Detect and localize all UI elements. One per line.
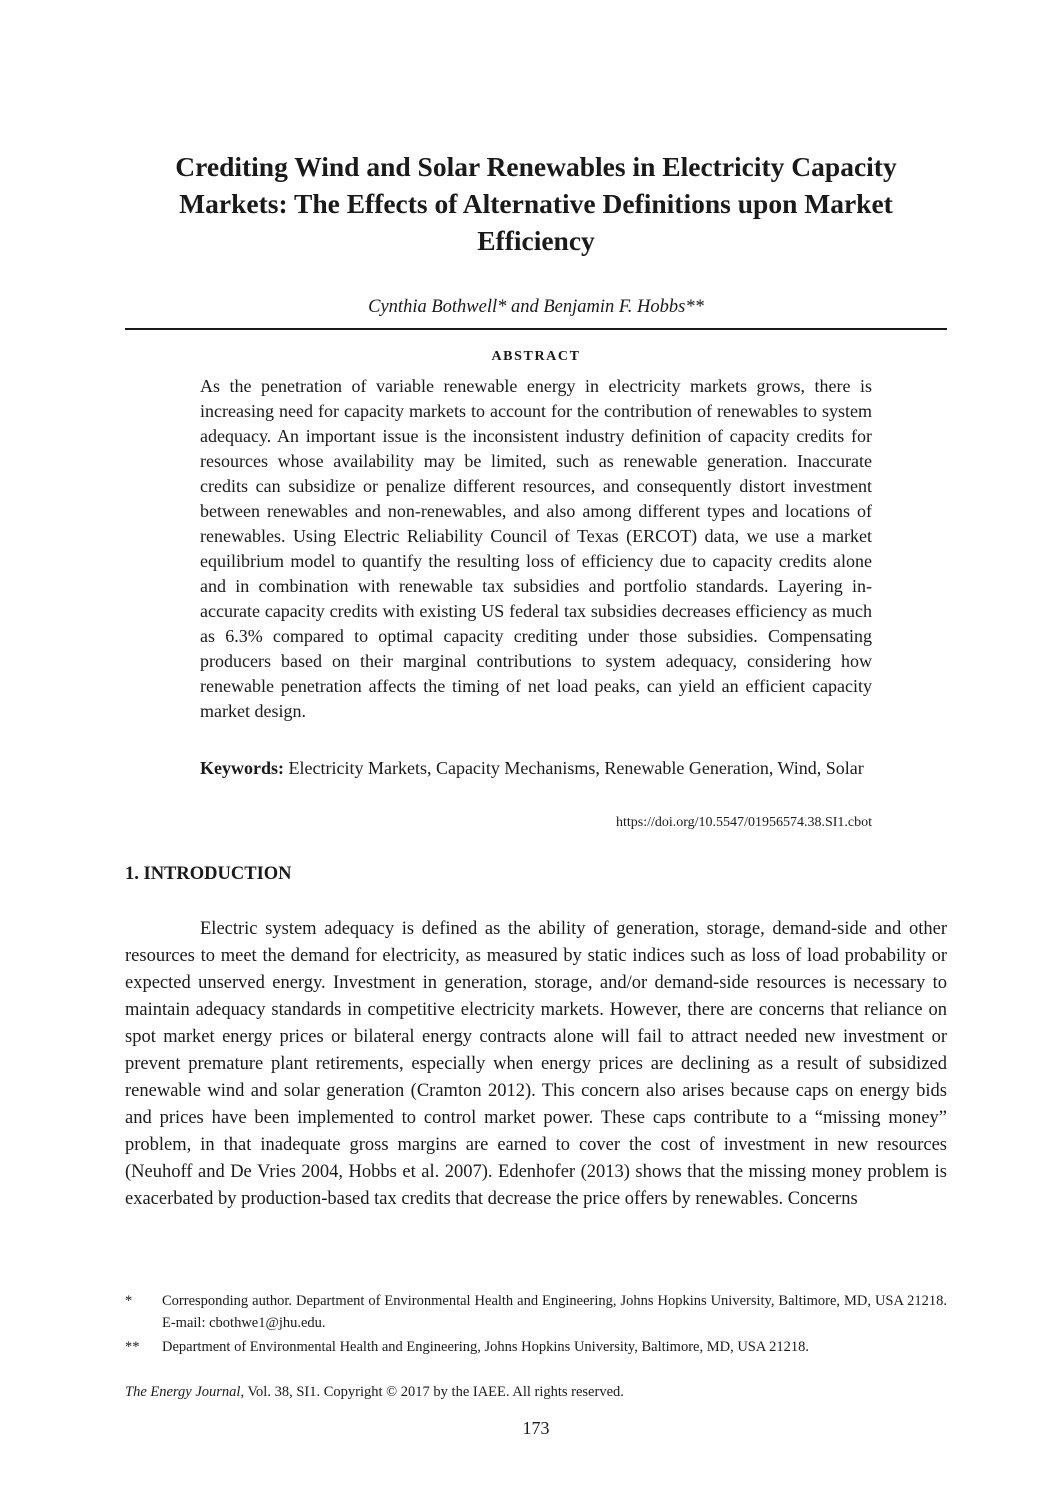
journal-details: , Vol. 38, SI1. Copyright © 2017 by the IAEE. All rights reserved. — [240, 1384, 624, 1400]
section-heading-introduction: 1. INTRODUCTION — [125, 864, 292, 884]
footnote-text: Corresponding author. Department of Environmental Health and Engineering, Johns Hopkins University, Baltimore, MD, USA 21218. E-mail: cbothwe1@jhu.edu. — [162, 1293, 947, 1331]
abstract-body: As the penetration of variable renewable energy in electricity markets grows, there is increasing need for capacity markets to account for the contribution of renewables to system adequacy. An important issue is the inconsistent industry definition of capacity credits for resources whose availability may be limited, such as renewable generation. Inaccurate credits can subsidize or penalize different resources, and consequently distort investment between renewables and non-renewables, and also among different types and locations of renewables. Using Electric Reliability Council of Texas (ERCOT) data, we use a market equilibrium model to quantify the resulting loss of efficiency due to capacity credits alone and in combination with renewable tax subsidies and portfolio standards. Layering inaccurate capacity credits with existing US federal tax subsidies decreases efficiency as much as 6.3% compared to optimal capacity crediting under those subsidies. Compensating producers based on their marginal contributions to system adequacy, considering how renewable penetration affects the timing of net load peaks, can yield an efficient capacity market design. — [200, 376, 872, 721]
keywords — [200, 756, 872, 781]
abstract-heading: ABSTRACT — [491, 349, 581, 364]
doi-link[interactable]: https://doi.org/10.5547/01956574.38.SI1.cbot — [615, 815, 872, 830]
keywords-list: Electricity Markets, Capacity Mechanisms, Renewable Generation, Wind, Solar — [288, 758, 864, 778]
keywords-label: Keywords: — [200, 758, 284, 778]
article-authors: Cynthia Bothwell* and Benjamin F. Hobbs** — [368, 297, 704, 317]
footnotes — [125, 1290, 947, 1360]
footnote-second-author — [125, 1336, 947, 1358]
journal-name: The Energy Journal — [125, 1384, 241, 1400]
footnote-corresponding-author — [125, 1290, 947, 1334]
introduction-body: Electric system adequacy is defined as the ability of generation, storage, demand-side and other resources to meet the demand for electricity, as measured by static indices such as loss of load probability or expected unserved energy. Investment in generation, storage, and/or demand-side resources is necessary to maintain adequacy standards in competitive electricity markets. However, there are concerns that reliance on spot market energy prices or bilateral energy contracts alone will fail to attract needed new investment or prevent premature plant retirements, especially when energy prices are declining as a result of subsidized renewable wind and solar generation (Cramton 2012). This concern also arises because caps on energy bids and prices have been implemented to control market power. These caps contribute to a “missing money” problem, in that inadequate gross margins are earned to cover the cost of investment in new resources (Neuhoff and De Vries 2004, Hobbs et al. 2007). Edenhofer (2013) shows that the missing money problem is exacerbated by production-based tax credits that decrease the price offers by renewables. Concerns — [125, 919, 947, 1209]
footnote-mark: * — [125, 1293, 133, 1309]
article-title: Crediting Wind and Solar Renewables in Electricity Capacity Markets: The Effects of Alternative Definitions upon Market Efficiency — [175, 151, 897, 256]
journal-citation — [125, 1382, 624, 1402]
footnote-text: Department of Environmental Health and Engineering, Johns Hopkins University, Baltimore, MD, USA 21218. — [162, 1339, 810, 1355]
page-number: 173 — [522, 1418, 550, 1438]
footnote-mark: ** — [125, 1339, 140, 1355]
title-divider — [125, 328, 947, 330]
